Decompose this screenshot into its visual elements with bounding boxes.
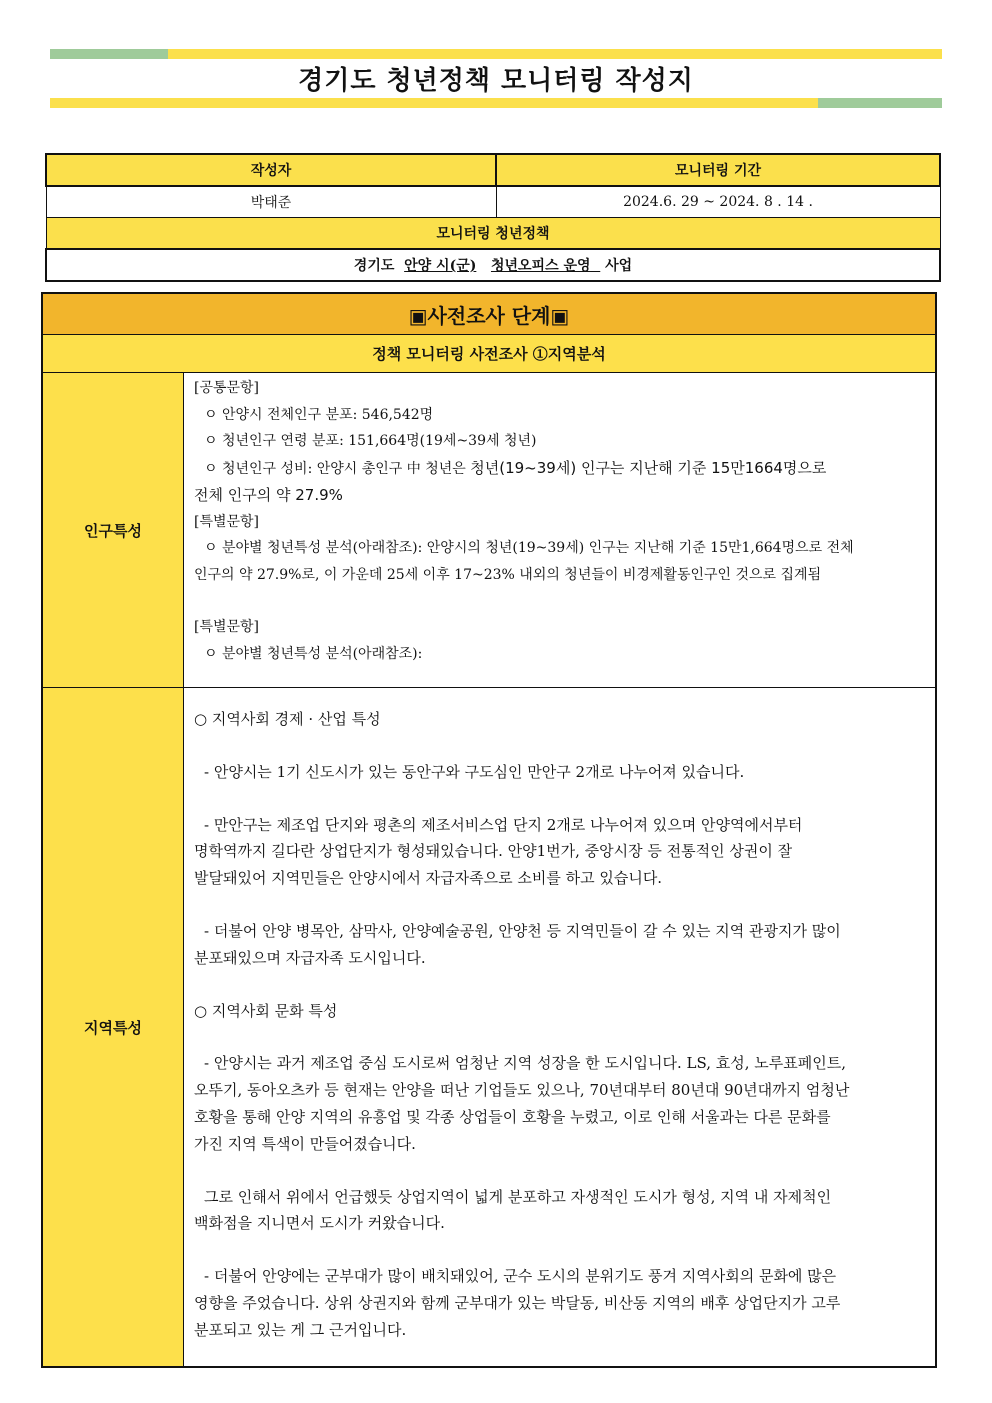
header-bar-yellow-bottom <box>50 98 818 108</box>
text-line: 분포돼있으며 자급자족 도시입니다. <box>194 948 426 967</box>
period-value: 2024.6. 29 ~ 2024. 8 . 14 . <box>496 186 940 218</box>
text-line: 그로 인해서 위에서 언급했듯 상업지역이 넓게 분포하고 자생적인 도시가 형성, 지역 내 자제척인 <box>204 1187 832 1206</box>
text-line: - 더불어 안양 병목안, 삼막사, 안양예술공원, 안양천 등 지역민들이 갈 수 있는 지역 관광지가 많이 <box>204 921 841 940</box>
text-line: - 만안구는 제조업 단지와 평촌의 제조서비스업 단지 2개로 나누어져 있으며 안양역에서부터 <box>204 815 803 834</box>
text-line: [특별문항] <box>194 513 260 530</box>
text-line: 인구의 약 27.9%로, 이 가운데 25세 이후 17~23% 내외의 청년들이 비경제활동인구인 것으로 집계됨 <box>194 566 822 583</box>
author-label: 작성자 <box>46 154 496 186</box>
policy-label: 모니터링 청년정책 <box>46 218 940 250</box>
text-line: 분포되고 있는 게 그 근거입니다. <box>194 1320 407 1339</box>
text-line: 영향을 주었습니다. 상위 상권지와 함께 군부대가 있는 박달동, 비산동 지역의 배후 상업단지가 고루 <box>194 1293 841 1312</box>
text-line: 호황을 통해 안양 지역의 유흥업 및 각종 상업들이 호황을 누렸고, 이로 인해 서울과는 다른 문화를 <box>194 1107 831 1126</box>
pre-survey-table <box>41 292 937 1368</box>
page-title: 경기도 청년정책 모니터링 작성지 <box>298 66 694 96</box>
header-bar-yellow-top <box>168 49 942 59</box>
text-line: 전체 인구의 약 27.9% <box>194 486 343 504</box>
text-line: ㅇ 분야별 청년특성 분석(아래참조): <box>204 645 423 662</box>
text-line: 오뚜기, 동아오츠카 등 현재는 안양을 떠난 기업들도 있으나, 70년대부터 80년대 90년대까지 엄청난 <box>194 1081 850 1100</box>
stage-subtitle: 정책 모니터링 사전조사 ①지역분석 <box>42 335 936 373</box>
info-table <box>45 153 941 282</box>
population-label: 인구특성 <box>42 373 184 688</box>
policy-value <box>46 249 940 281</box>
text-line: ㅇ 분야별 청년특성 분석(아래참조): 안양시의 청년(19~39세) 인구는 지난해 기준 15만1,664명으로 전체 <box>204 540 854 556</box>
text-line: ○ 지역사회 경제 · 산업 특성 <box>194 710 381 728</box>
region-content <box>184 688 937 1368</box>
text-line: - 안양시는 과거 제조업 중심 도시로써 엄청난 지역 성장을 한 도시입니다. LS, 효성, 노루표페인트, <box>204 1054 846 1073</box>
text-line: ○ 지역사회 문화 특성 <box>194 1001 338 1020</box>
policy-province: 경기도 <box>353 258 395 274</box>
text-line: 청년(19~39세) 인구는 지난해 기준 15만1664명으로 <box>470 458 827 477</box>
author-value: 박태준 <box>46 186 496 218</box>
stage-title: ▣사전조사 단계▣ <box>42 293 936 335</box>
text-line: - 안양시는 1기 신도시가 있는 동안구와 구도심인 만안구 2개로 나누어져 있습니다. <box>204 762 745 781</box>
text-line: - 더불어 안양에는 군부대가 많이 배치돼있어, 군수 도시의 분위기도 풍겨 지역사회의 문화에 많은 <box>204 1267 837 1286</box>
text-line: 명학역까지 길다란 상업단지가 형성돼있습니다. 안양1번가, 중앙시장 등 전통적인 상권이 잘 <box>194 842 793 861</box>
population-content <box>184 373 937 688</box>
text-line: [특별문항] <box>194 619 260 635</box>
text-line: ㅇ 청년인구 연령 분포: 151,664명(19세~39세 청년) <box>204 433 537 449</box>
policy-program: 청년오피스 운영 <box>490 258 591 274</box>
header-bar-green-bottom <box>818 98 942 108</box>
region-label: 지역특성 <box>42 688 184 1368</box>
header-bar-green-top <box>50 49 168 59</box>
policy-city: 안양 시(군) <box>404 258 477 274</box>
text-line: ㅇ 청년인구 성비: 안양시 총인구 中 청년은 <box>204 460 471 477</box>
period-label: 모니터링 기간 <box>496 154 940 186</box>
text-line: 발달돼있어 지역민들은 안양시에서 자급자족으로 소비를 하고 있습니다. <box>194 869 663 888</box>
policy-suffix: 사업 <box>605 258 633 274</box>
text-line: ㅇ 안양시 전체인구 분포: 546,542명 <box>204 406 434 423</box>
text-line: 가진 지역 특색이 만들어졌습니다. <box>194 1134 416 1153</box>
text-line: [공통문항] <box>194 380 260 396</box>
text-line: 백화점을 지니면서 도시가 커왔습니다. <box>194 1214 445 1233</box>
